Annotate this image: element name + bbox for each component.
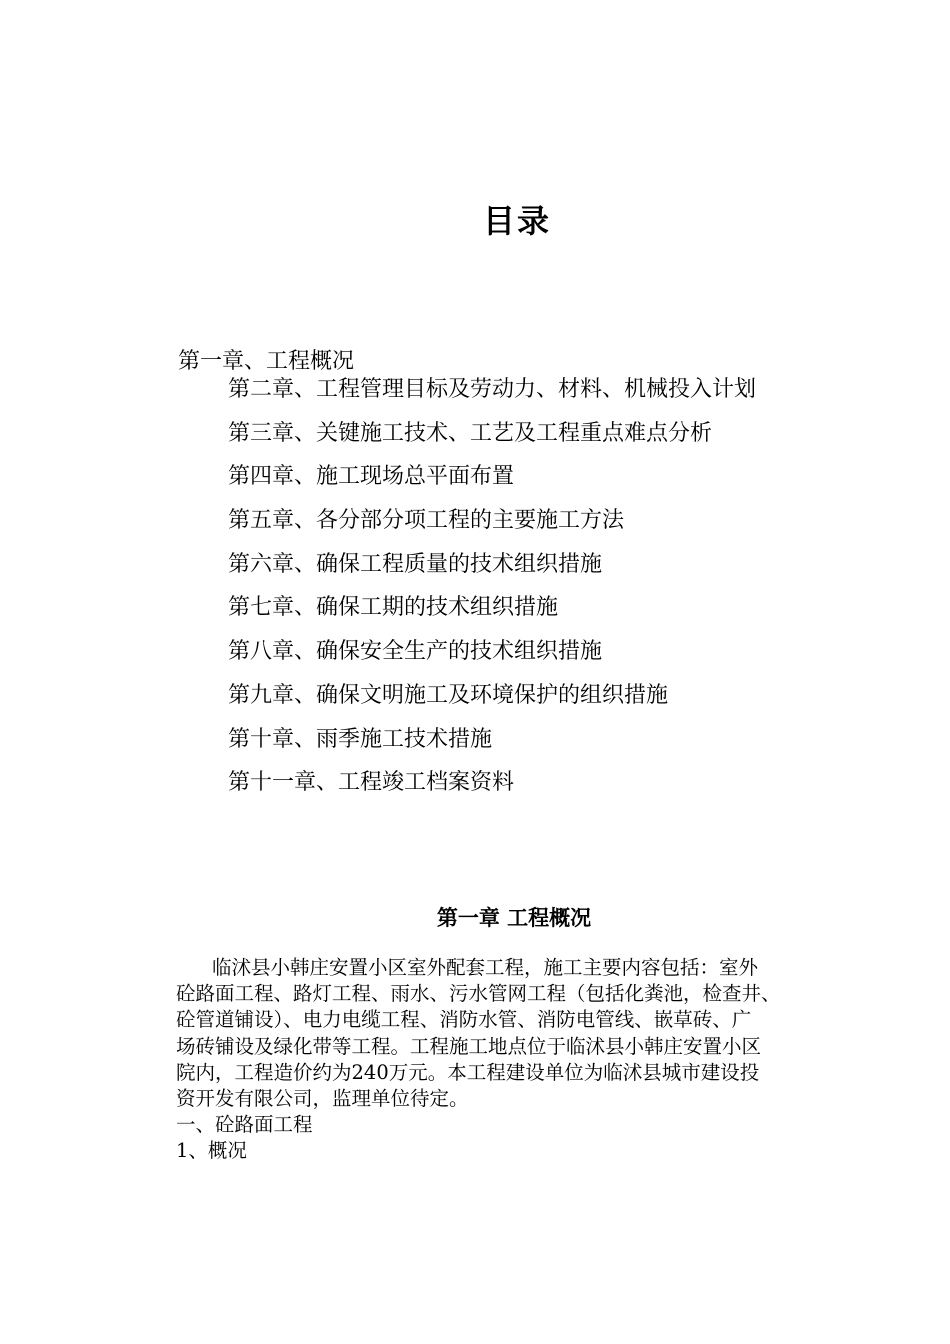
paragraph-line: 砼路面工程、路灯工程、雨水、污水管网工程（包括化粪池，检查井、 [176,982,781,1006]
paragraph-line: 资开发有限公司，监理单位待定。 [176,1086,469,1110]
paragraph-line: 砼管道铺设）、电力电缆工程、消防水管、消防电管线、嵌草砖、广 [176,1008,752,1032]
toc-entry-8: 第八章、确保安全生产的技术组织措施 [228,639,603,665]
toc-entry-1: 第一章、工程概况 [178,349,355,374]
toc-entry-9: 第九章、确保文明施工及环境保护的组织措施 [228,682,669,708]
chapter-heading: 第一章 工程概况 [436,906,592,930]
toc-entry-10: 第十章、雨季施工技术措施 [228,726,493,752]
subsection-title: 1、概况 [176,1139,247,1163]
toc-list [228,368,756,805]
paragraph-line: 院内，工程造价约为240万元。本工程建设单位为临沭县城市建设投 [176,1060,760,1084]
toc-entry-2: 第二章、工程管理目标及劳动力、材料、机械投入计划 [228,377,757,402]
toc-entry-6: 第六章、确保工程质量的技术组织措施 [228,551,603,577]
toc-entry-3: 第三章、关键施工技术、工艺及工程重点难点分析 [228,420,713,446]
chapter-body [176,955,866,1165]
toc-entry-7: 第七章、确保工期的技术组织措施 [228,595,559,621]
paragraph-line: 临沭县小韩庄安置小区室外配套工程，施工主要内容包括：室外 [212,956,759,979]
paragraph-line: 场砖铺设及绿化带等工程。工程施工地点位于临沭县小韩庄安置小区 [176,1034,762,1058]
toc-entry-5: 第五章、各分部分项工程的主要施工方法 [228,508,625,534]
toc-entry-11: 第十一章、工程竣工档案资料 [228,770,515,796]
section-title: 一、砼路面工程 [176,1113,313,1137]
toc-title: 目录 [482,202,551,240]
toc-entry-4: 第四章、施工现场总平面布置 [228,464,515,490]
